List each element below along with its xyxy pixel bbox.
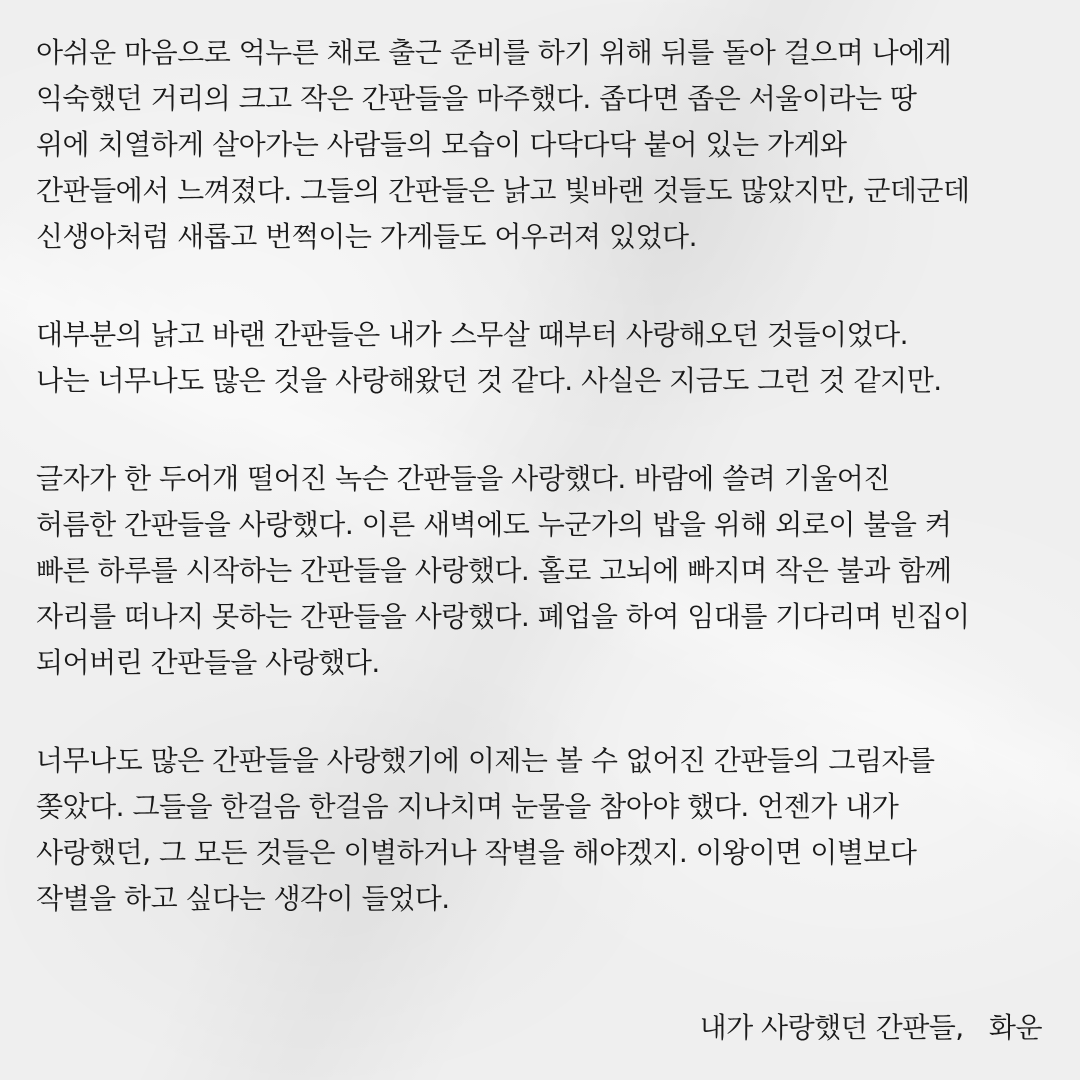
- paragraph-1: [36, 30, 1056, 260]
- text-line: 나는 너무나도 많은 것을 사랑해왔던 것 같다. 사실은 지금도 그런 것 같지만.: [36, 364, 942, 397]
- text-line: 사랑했던, 그 모든 것들은 이별하거나 작별을 해야겠지. 이왕이면 이별보다: [36, 836, 917, 869]
- text-line: 글자가 한 두어개 떨어진 녹슨 간판들을 사랑했다. 바람에 쓸려 기울어진: [36, 462, 890, 495]
- text-line: 빠른 하루를 시작하는 간판들을 사랑했다. 홀로 고뇌에 빠지며 작은 불과 함께: [36, 554, 952, 587]
- text-line: 아쉬운 마음으로 억누른 채로 출근 준비를 하기 위해 뒤를 돌아 걸으며 나에게: [36, 36, 952, 69]
- text-line: 되어버린 간판들을 사랑했다.: [36, 646, 380, 679]
- text-line: 대부분의 낡고 바랜 간판들은 내가 스무살 때부터 사랑해오던 것들이었다.: [36, 318, 909, 351]
- paragraph-2: [36, 312, 1056, 404]
- text-line: 위에 치열하게 살아가는 사람들의 모습이 다닥다닥 붙어 있는 가게와: [36, 128, 847, 161]
- paragraph-4: [36, 738, 1056, 922]
- text-line: 쫒았다. 그들을 한걸음 한걸음 지나치며 눈물을 참아야 했다. 언젠가 내가: [36, 790, 899, 823]
- paragraph-3: [36, 456, 1056, 686]
- text-line: 신생아처럼 새롭고 번쩍이는 가게들도 어우러져 있었다.: [36, 220, 698, 253]
- text-line: 너무나도 많은 간판들을 사랑했기에 이제는 볼 수 없어진 간판들의 그림자를: [36, 744, 935, 777]
- essay-body: [36, 30, 1056, 974]
- text-line: 허름한 간판들을 사랑했다. 이른 새벽에도 누군가의 밥을 위해 외로이 불을 켜: [36, 508, 952, 541]
- text-line: 작별을 하고 싶다는 생각이 들었다.: [36, 882, 450, 915]
- text-line: 간판들에서 느껴졌다. 그들의 간판들은 낡고 빛바랜 것들도 많았지만, 군데군데: [36, 174, 970, 207]
- text-line: 익숙했던 거리의 크고 작은 간판들을 마주했다. 좁다면 좁은 서울이라는 땅: [36, 82, 917, 115]
- signature: 내가 사랑했던 간판들, 화운: [699, 1011, 1042, 1044]
- text-line: 자리를 떠나지 못하는 간판들을 사랑했다. 폐업을 하여 임대를 기다리며 빈집이: [36, 600, 970, 633]
